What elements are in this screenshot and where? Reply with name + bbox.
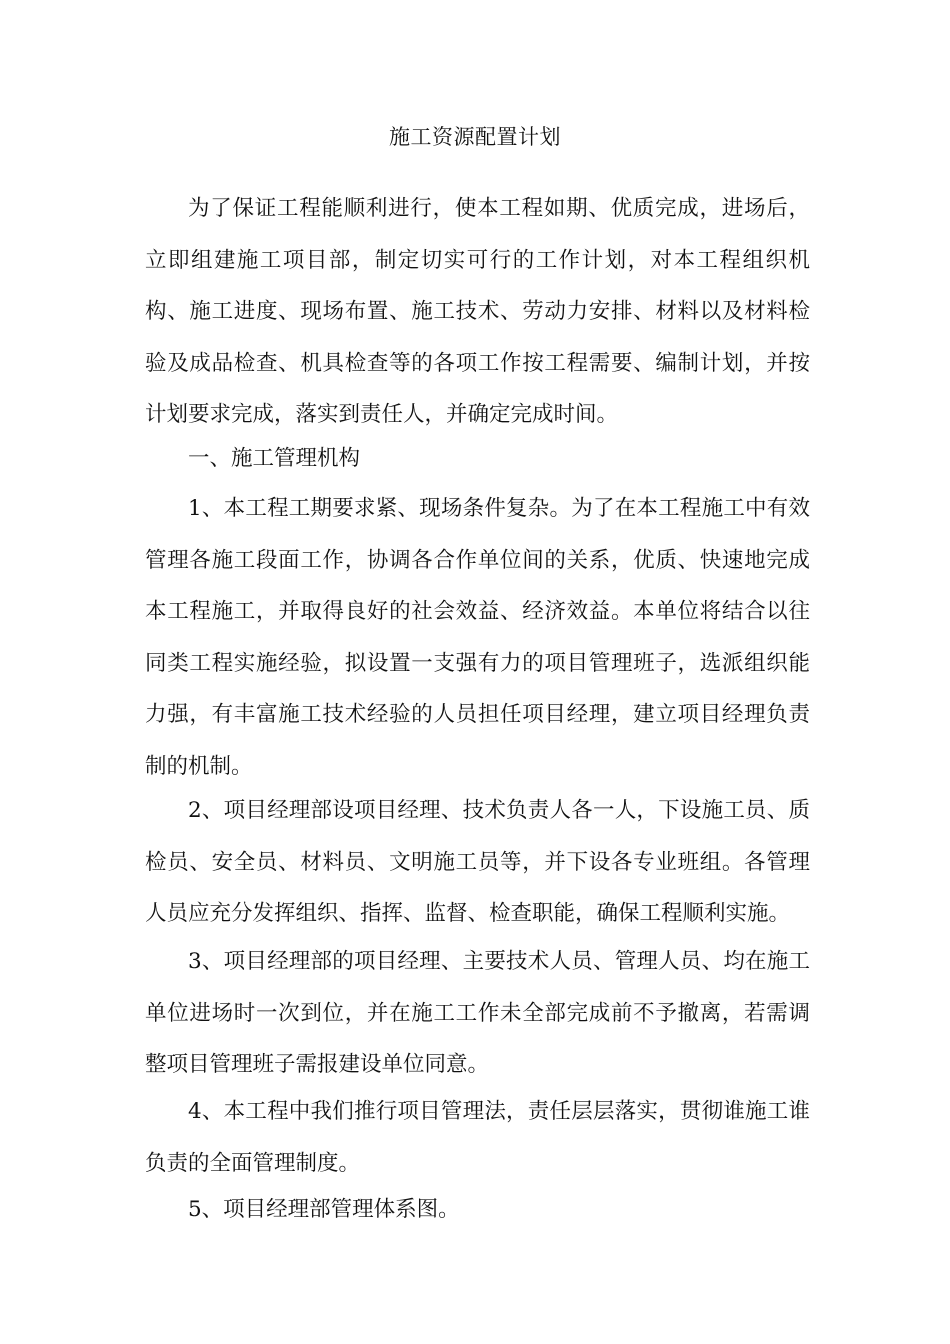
paragraph-item-2: 2、项目经理部设项目经理、技术负责人各一人，下设施工员、质检员、安全员、材料员、文明施工员等，并下设各专业班组。各管理人员应充分发挥组织、指挥、监督、检查职能，确保工程顺利实施。 xyxy=(145,798,810,926)
paragraph-intro: 为了保证工程能顺利进行，使本工程如期、优质完成，进场后，立即组建施工项目部，制定切实可行的工作计划，对本工程组织机构、施工进度、现场布置、施工技术、劳动力安排、材料以及材料检验及成品检查、机具检查等的各项工作按工程需要、编制计划，并按计划要求完成，落实到责任人，并确定完成时间。 xyxy=(145,196,810,427)
section-heading-management: 一、施工管理机构 xyxy=(188,446,361,471)
paragraph-item-4: 4、本工程中我们推行项目管理法，责任层层落实，贯彻谁施工谁负责的全面管理制度。 xyxy=(145,1099,810,1176)
paragraph-item-5: 5、项目经理部管理体系图。 xyxy=(188,1197,460,1222)
paragraph-item-3: 3、项目经理部的项目经理、主要技术人员、管理人员、均在施工单位进场时一次到位，并在施工工作未全部完成前不予撤离，若需调整项目管理班子需报建设单位同意。 xyxy=(145,949,810,1077)
paragraph-item-1: 1、本工程工期要求紧、现场条件复杂。为了在本工程施工中有效管理各施工段面工作，协调各合作单位间的关系，优质、快速地完成本工程施工，并取得良好的社会效益、经济效益。本单位将结合以往同类工程实施经验，拟设置一支强有力的项目管理班子，选派组织能力强，有丰富施工技术经验的人员担任项目经理，建立项目经理负责制的机制。 xyxy=(145,496,810,779)
document-title: 施工资源配置计划 xyxy=(389,125,561,149)
